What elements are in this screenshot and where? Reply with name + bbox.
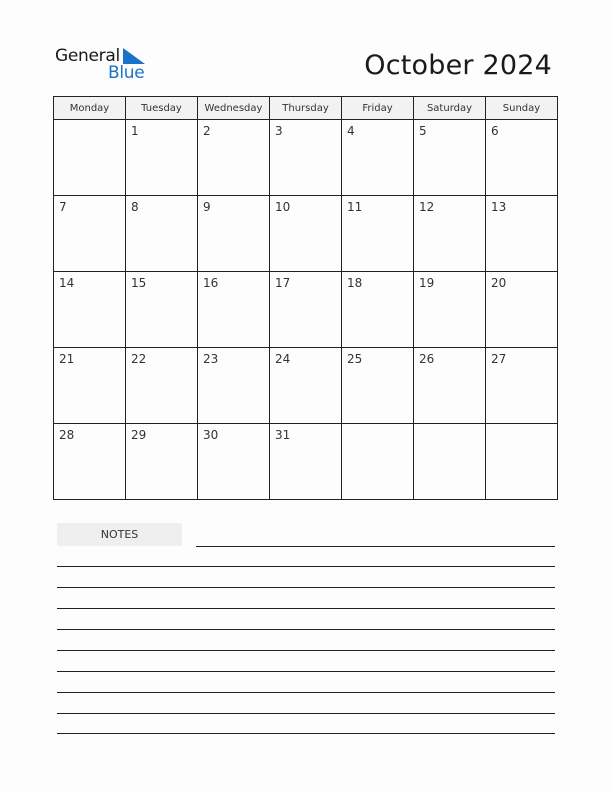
day-cell <box>54 348 126 424</box>
day-number <box>54 120 125 124</box>
notes-line <box>57 650 555 651</box>
day-number: 29 <box>131 428 147 442</box>
day-cell <box>270 272 342 348</box>
day-number: 3 <box>275 124 283 138</box>
week-row <box>54 196 558 272</box>
day-cell <box>126 120 198 196</box>
day-cell <box>198 120 270 196</box>
day-number: 16 <box>203 276 219 290</box>
day-number: 2 <box>203 124 211 138</box>
day-cell <box>414 348 486 424</box>
day-number: 25 <box>347 352 363 366</box>
day-cell <box>342 272 414 348</box>
day-number: 9 <box>203 200 211 214</box>
day-cell <box>486 272 558 348</box>
day-number: 15 <box>131 276 147 290</box>
day-number: 22 <box>131 352 147 366</box>
day-number <box>414 424 485 428</box>
day-cell <box>126 348 198 424</box>
day-cell <box>198 272 270 348</box>
day-cell <box>198 196 270 272</box>
day-cell <box>486 348 558 424</box>
day-number: 12 <box>419 200 435 214</box>
day-cell <box>270 120 342 196</box>
notes-line <box>57 713 555 714</box>
day-number: 14 <box>59 276 75 290</box>
notes-label: NOTES <box>57 523 182 546</box>
day-number: 20 <box>491 276 507 290</box>
day-number: 30 <box>203 428 219 442</box>
day-number: 21 <box>59 352 75 366</box>
notes-line <box>57 608 555 609</box>
day-cell <box>342 120 414 196</box>
day-cell <box>270 196 342 272</box>
day-cell <box>54 424 126 500</box>
day-number: 18 <box>347 276 363 290</box>
notes-line <box>57 733 555 734</box>
notes-line <box>57 671 555 672</box>
weekday-friday: Friday <box>342 97 414 120</box>
day-cell <box>486 424 558 500</box>
day-number: 6 <box>491 124 499 138</box>
weekday-tuesday: Tuesday <box>126 97 198 120</box>
weekday-wednesday: Wednesday <box>198 97 270 120</box>
logo-triangle-icon <box>121 48 145 64</box>
logo <box>55 46 155 86</box>
day-cell <box>270 424 342 500</box>
day-cell <box>486 120 558 196</box>
day-number: 24 <box>275 352 291 366</box>
day-number: 8 <box>131 200 139 214</box>
notes-line <box>57 566 555 567</box>
day-number: 28 <box>59 428 75 442</box>
day-number: 7 <box>59 200 67 214</box>
day-cell <box>126 272 198 348</box>
day-number: 13 <box>491 200 507 214</box>
logo-text-general: General <box>55 46 120 66</box>
day-number: 17 <box>275 276 291 290</box>
weekday-thursday: Thursday <box>270 97 342 120</box>
day-cell <box>414 120 486 196</box>
weekday-sunday: Sunday <box>486 97 558 120</box>
day-number: 19 <box>419 276 435 290</box>
day-cell <box>54 272 126 348</box>
day-number <box>486 424 557 428</box>
day-number: 5 <box>419 124 427 138</box>
notes-line <box>57 629 555 630</box>
week-row <box>54 272 558 348</box>
day-cell <box>414 424 486 500</box>
day-number: 23 <box>203 352 219 366</box>
day-number <box>342 424 413 428</box>
notes-line <box>196 546 555 547</box>
week-row <box>54 424 558 500</box>
day-cell <box>198 424 270 500</box>
day-cell <box>54 120 126 196</box>
day-number: 26 <box>419 352 435 366</box>
week-row <box>54 348 558 424</box>
day-number: 27 <box>491 352 507 366</box>
day-number: 10 <box>275 200 291 214</box>
day-cell <box>198 348 270 424</box>
notes-line <box>57 587 555 588</box>
weekday-saturday: Saturday <box>414 97 486 120</box>
calendar-grid <box>53 96 558 500</box>
day-number: 11 <box>347 200 363 214</box>
day-cell <box>342 424 414 500</box>
day-cell <box>342 348 414 424</box>
day-cell <box>126 424 198 500</box>
day-number: 1 <box>131 124 139 138</box>
day-number: 31 <box>275 428 291 442</box>
day-cell <box>270 348 342 424</box>
logo-text-blue: Blue <box>108 63 145 83</box>
week-row <box>54 120 558 196</box>
day-cell <box>486 196 558 272</box>
weekday-header-row <box>54 97 558 120</box>
day-cell <box>126 196 198 272</box>
page-title: October 2024 <box>364 50 552 81</box>
day-cell <box>414 196 486 272</box>
day-cell <box>414 272 486 348</box>
day-cell <box>54 196 126 272</box>
day-number: 4 <box>347 124 355 138</box>
weekday-monday: Monday <box>54 97 126 120</box>
notes-line <box>57 692 555 693</box>
day-cell <box>342 196 414 272</box>
